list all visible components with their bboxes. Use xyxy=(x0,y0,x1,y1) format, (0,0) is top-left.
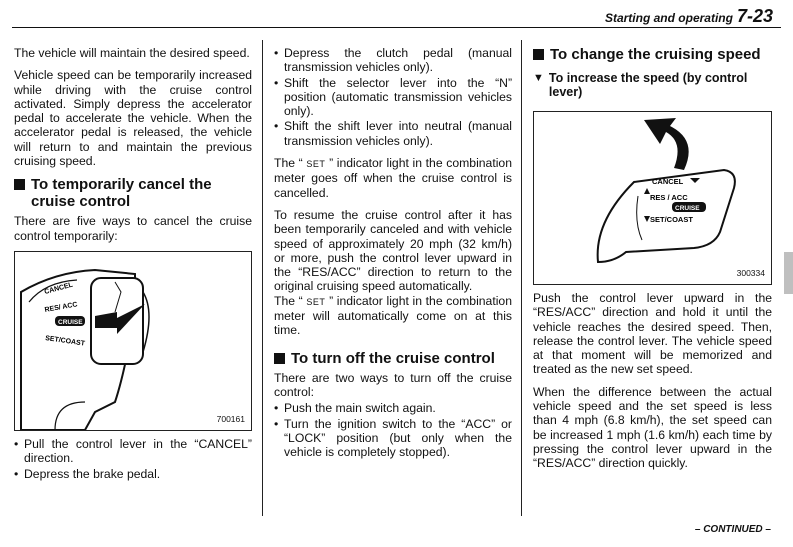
paragraph: The vehicle will maintain the desired speed. xyxy=(14,46,250,60)
page-header xyxy=(605,6,773,27)
fig-label-cancel: CANCEL xyxy=(43,281,74,296)
list-item: • Depress the brake pedal. xyxy=(14,466,161,481)
continued-label: – CONTINUED – xyxy=(694,524,771,535)
square-bullet-icon xyxy=(274,353,285,364)
set-indicator-label: SET xyxy=(306,296,326,307)
paragraph: There are two ways to turn off the cruise control: xyxy=(274,370,512,399)
column-divider xyxy=(521,40,522,516)
list-item: • Push the main switch again. xyxy=(274,401,436,416)
paragraph: Vehicle speed can be temporarily increased while driving with the cruise control activated. Simply depress the accelerator pedal to accelerate the vehicle. When the accelerator pedal is released, the vehicle will return to and maintain the previous cruising speed. xyxy=(14,68,252,169)
fig-label-cancel: CANCEL xyxy=(652,177,684,186)
fig-label-cruise: CRUISE xyxy=(675,205,700,212)
list-item: • Turn the ignition switch to the “ACC” or “LOCK” position (but only when the vehicle is completely stopped). xyxy=(274,416,512,460)
column-left xyxy=(14,46,252,482)
square-bullet-icon xyxy=(533,49,544,60)
list-item: • Depress the clutch pedal (manual transmission vehicles only). xyxy=(274,46,512,75)
cruise-lever-illustration xyxy=(15,252,251,430)
fig-label-set: SET/COAST xyxy=(44,335,86,348)
list-item: • Pull the control lever in the “CANCEL” direction. xyxy=(14,436,252,466)
header-rule xyxy=(12,27,781,28)
section-heading: To change the cruising speed xyxy=(533,46,772,63)
paragraph: Push the control lever upward in the “RES/ACC” direction and hold it until the vehicle reaches the desired speed. Then, release the control lever. The vehicle speed at that moment will be memorized and treated as the new set speed. xyxy=(533,291,772,377)
paragraph: The “ SET ” indicator light in the combination meter goes off when the cruise control is cancelled. xyxy=(274,156,512,200)
paragraph: When the difference between the actual vehicle speed and the set speed is less than 4 mph (6.8 km/h), the set speed can be increased 1 mph (1.6 km/h) each time by pressing the control lever upward in the “RES/ACC” direction quickly. xyxy=(533,384,772,471)
fig-label-set: SET/COAST xyxy=(650,215,693,224)
fig-label-res: RES/ ACC xyxy=(44,301,79,314)
set-indicator-label: SET xyxy=(306,159,326,170)
figure-increase-lever xyxy=(533,111,772,285)
triangle-down-icon: ▼ xyxy=(533,72,544,84)
fig-label-res: RES / ACC xyxy=(650,193,688,202)
figure-code: 300334 xyxy=(736,267,765,278)
fig-label-cruise: CRUISE xyxy=(58,318,83,326)
list-item: • Shift the selector lever into the “N” position (automatic transmission vehicles only). xyxy=(274,75,512,119)
square-bullet-icon xyxy=(14,179,25,190)
figure-code: 700161 xyxy=(216,413,245,424)
column-middle xyxy=(274,46,512,460)
column-divider xyxy=(262,40,263,516)
section-heading: To temporarily cancel the cruise control xyxy=(14,176,252,210)
paragraph: There are five ways to cancel the cruise control temporarily: xyxy=(14,214,252,243)
cruise-lever-up-illustration xyxy=(534,112,771,284)
section-heading: To turn off the cruise control xyxy=(274,350,512,367)
header-section: Starting and operating xyxy=(604,11,733,25)
paragraph: To resume the cruise control after it has been temporarily canceled and with vehicle speed of approximately 20 mph (32 km/h) or more, push the control lever upward in the “RES/ACC” direction to return to the original cruising speed automatically. xyxy=(274,207,512,294)
page-number: 7-23 xyxy=(736,6,773,26)
subsection-heading: ▼ To increase the speed (by control lever) xyxy=(533,71,748,99)
paragraph: The “ SET ” indicator light in the combination meter will automatically come on at this time. xyxy=(274,293,512,338)
list-item: • Shift the shift lever into neutral (manual transmission vehicles only). xyxy=(274,119,512,148)
chapter-tab xyxy=(784,252,793,294)
column-right xyxy=(533,46,772,479)
figure-cancel-lever xyxy=(14,251,252,431)
